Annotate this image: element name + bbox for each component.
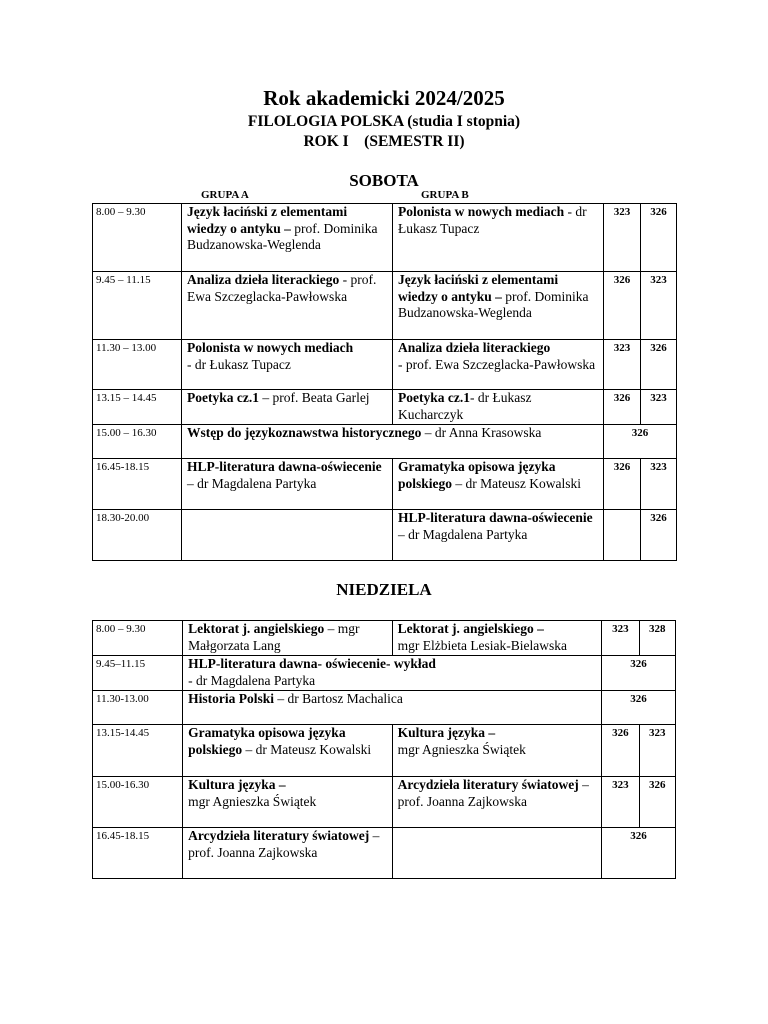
- time-cell: 15.00-16.30: [93, 777, 183, 828]
- room: 326: [602, 691, 676, 725]
- room-b: 323: [641, 459, 677, 510]
- teacher: – mgr Małgorzata Lang: [188, 621, 360, 653]
- time-cell: 16.45-18.15: [93, 459, 182, 510]
- teacher: – prof. Joanna Zajkowska: [188, 828, 380, 860]
- table-row: [93, 340, 677, 390]
- time-cell: 13.15-14.45: [93, 725, 183, 777]
- teacher: – dr Magdalena Partyka: [398, 526, 528, 542]
- group-b-class: [392, 828, 602, 879]
- table-row: [93, 510, 677, 561]
- group-b-class: [392, 725, 602, 777]
- class-name: Kultura języka –: [188, 777, 286, 792]
- class-name: HLP-literatura dawna- oświecenie- wykład: [188, 656, 436, 671]
- table-row: [93, 390, 677, 425]
- teacher: – dr Mateusz Kowalski: [242, 741, 372, 757]
- group-a-class: [182, 340, 393, 390]
- group-a-heading: GRUPA A: [201, 189, 249, 201]
- room-a: 323: [604, 204, 641, 272]
- class-name: Arcydzieła literatury światowej: [397, 777, 579, 792]
- saturday-schedule-table: [92, 203, 677, 561]
- group-b-class: [393, 204, 604, 272]
- class-name: Gramatyka opisowa języka polskiego: [188, 725, 346, 757]
- group-b-class: [393, 340, 604, 390]
- common-class: [183, 691, 602, 725]
- group-b-class: [393, 272, 604, 340]
- class-name: Polonista w nowych mediach: [187, 340, 354, 355]
- class-name: Język łaciński z elementami wiedzy o antyku –: [187, 204, 348, 236]
- class-name: Gramatyka opisowa języka polskiego: [398, 459, 556, 491]
- class-name: Poetyka cz.1: [187, 390, 259, 405]
- table-row: [93, 621, 676, 656]
- common-class: [182, 425, 604, 459]
- group-a-class: [182, 272, 393, 340]
- group-a-class: [183, 777, 393, 828]
- time-cell: 8.00 – 9.30: [93, 621, 183, 656]
- group-b-heading: GRUPA B: [421, 189, 469, 201]
- teacher: prof. Dominika Budzanowska-Weglenda: [187, 220, 378, 252]
- room-b: 323: [639, 725, 675, 777]
- class-name: Historia Polski: [188, 691, 274, 706]
- class-name: Poetyka cz.1: [398, 390, 470, 405]
- table-row: [93, 828, 676, 879]
- group-a-class: [182, 510, 393, 561]
- table-row: [93, 777, 676, 828]
- teacher: - dr Łukasz Kucharczyk: [398, 390, 532, 422]
- group-b-class: [393, 390, 604, 425]
- room-a: [604, 510, 641, 561]
- class-name: Wstęp do językoznawstwa historycznego: [187, 425, 422, 440]
- room-b: 323: [641, 390, 677, 425]
- teacher: - dr Magdalena Partyka: [188, 672, 316, 688]
- room-b: 323: [641, 272, 677, 340]
- page-title: Rok akademicki 2024/2025: [263, 86, 505, 110]
- table-row: [93, 459, 677, 510]
- room-b: 326: [641, 510, 677, 561]
- sunday-schedule-table: [92, 620, 676, 879]
- time-cell: 11.30-13.00: [93, 691, 183, 725]
- class-name: Analiza dzieła literackiego: [398, 340, 551, 355]
- room-b: 326: [639, 777, 675, 828]
- teacher: – dr Magdalena Partyka: [187, 475, 317, 491]
- time-cell: 8.00 – 9.30: [93, 204, 182, 272]
- day-heading-sunday: NIEDZIELA: [336, 580, 432, 599]
- class-name: Polonista w nowych mediach: [398, 204, 565, 219]
- teacher: mgr Elżbieta Lesiak-Bielawska: [397, 637, 568, 653]
- teacher: - dr Łukasz Tupacz: [398, 204, 587, 236]
- room-b: 326: [641, 204, 677, 272]
- year-semester: ROK I (SEMESTR II): [303, 133, 465, 150]
- time-cell: 13.15 – 14.45: [93, 390, 182, 425]
- time-cell: 11.30 – 13.00: [93, 340, 182, 390]
- class-name: Kultura języka –: [397, 725, 496, 740]
- table-row: [93, 272, 677, 340]
- teacher: mgr Agnieszka Świątek: [397, 741, 526, 757]
- class-name: Lektorat j. angielskiego: [188, 621, 325, 636]
- room-b: 326: [641, 340, 677, 390]
- room-a: 326: [604, 390, 641, 425]
- class-name: Analiza dzieła literackiego: [187, 272, 340, 287]
- table-row: [93, 691, 676, 725]
- teacher: - prof. Ewa Szczeglacka-Pawłowska: [398, 356, 596, 372]
- teacher: – dr Mateusz Kowalski: [452, 475, 581, 491]
- class-name: Lektorat j. angielskiego –: [397, 621, 544, 636]
- table-row: [93, 725, 676, 777]
- teacher: prof. Dominika Budzanowska-Weglenda: [398, 288, 589, 320]
- group-b-class: [393, 510, 604, 561]
- class-name: Język łaciński z elementami wiedzy o antyku –: [398, 272, 559, 304]
- time-cell: 15.00 – 16.30: [93, 425, 182, 459]
- teacher: - prof. Ewa Szczeglacka-Pawłowska: [187, 272, 377, 304]
- group-b-class: [393, 459, 604, 510]
- room-b: 328: [639, 621, 675, 656]
- time-cell: 16.45-18.15: [93, 828, 183, 879]
- room-a: 326: [604, 272, 641, 340]
- day-heading-saturday: SOBOTA: [349, 171, 419, 190]
- table-row: [93, 656, 676, 691]
- class-name: HLP-literatura dawna-oświecenie: [187, 459, 382, 474]
- group-a-class: [183, 621, 393, 656]
- class-name: HLP-literatura dawna-oświecenie: [398, 510, 593, 525]
- teacher: – prof. Joanna Zajkowska: [397, 777, 589, 809]
- room: 326: [604, 425, 677, 459]
- group-a-class: [182, 459, 393, 510]
- group-a-class: [183, 725, 393, 777]
- room-a: 323: [604, 340, 641, 390]
- room-a: 326: [602, 725, 639, 777]
- teacher: – dr Anna Krasowska: [421, 425, 542, 440]
- common-class: [183, 656, 602, 691]
- room-a: 323: [602, 777, 639, 828]
- teacher: – prof. Beata Garlej: [258, 390, 370, 405]
- group-a-class: [182, 204, 393, 272]
- room-a: 323: [602, 621, 639, 656]
- room: 326: [602, 828, 676, 879]
- teacher: - dr Łukasz Tupacz: [187, 356, 291, 372]
- teacher: – dr Bartosz Machalica: [273, 691, 403, 706]
- teacher: mgr Agnieszka Świątek: [188, 793, 317, 809]
- time-cell: 9.45 – 11.15: [93, 272, 182, 340]
- group-a-class: [182, 390, 393, 425]
- class-name: Arcydzieła literatury światowej: [188, 828, 370, 843]
- group-b-class: [392, 777, 602, 828]
- room: 326: [602, 656, 676, 691]
- page-subtitle: FILOLOGIA POLSKA (studia I stopnia): [247, 113, 521, 130]
- group-a-class: [183, 828, 393, 879]
- table-row: [93, 204, 677, 272]
- room-a: 326: [604, 459, 641, 510]
- group-b-class: [392, 621, 602, 656]
- time-cell: 18.30-20.00: [93, 510, 182, 561]
- table-row: [93, 425, 677, 459]
- time-cell: 9.45–11.15: [93, 656, 183, 691]
